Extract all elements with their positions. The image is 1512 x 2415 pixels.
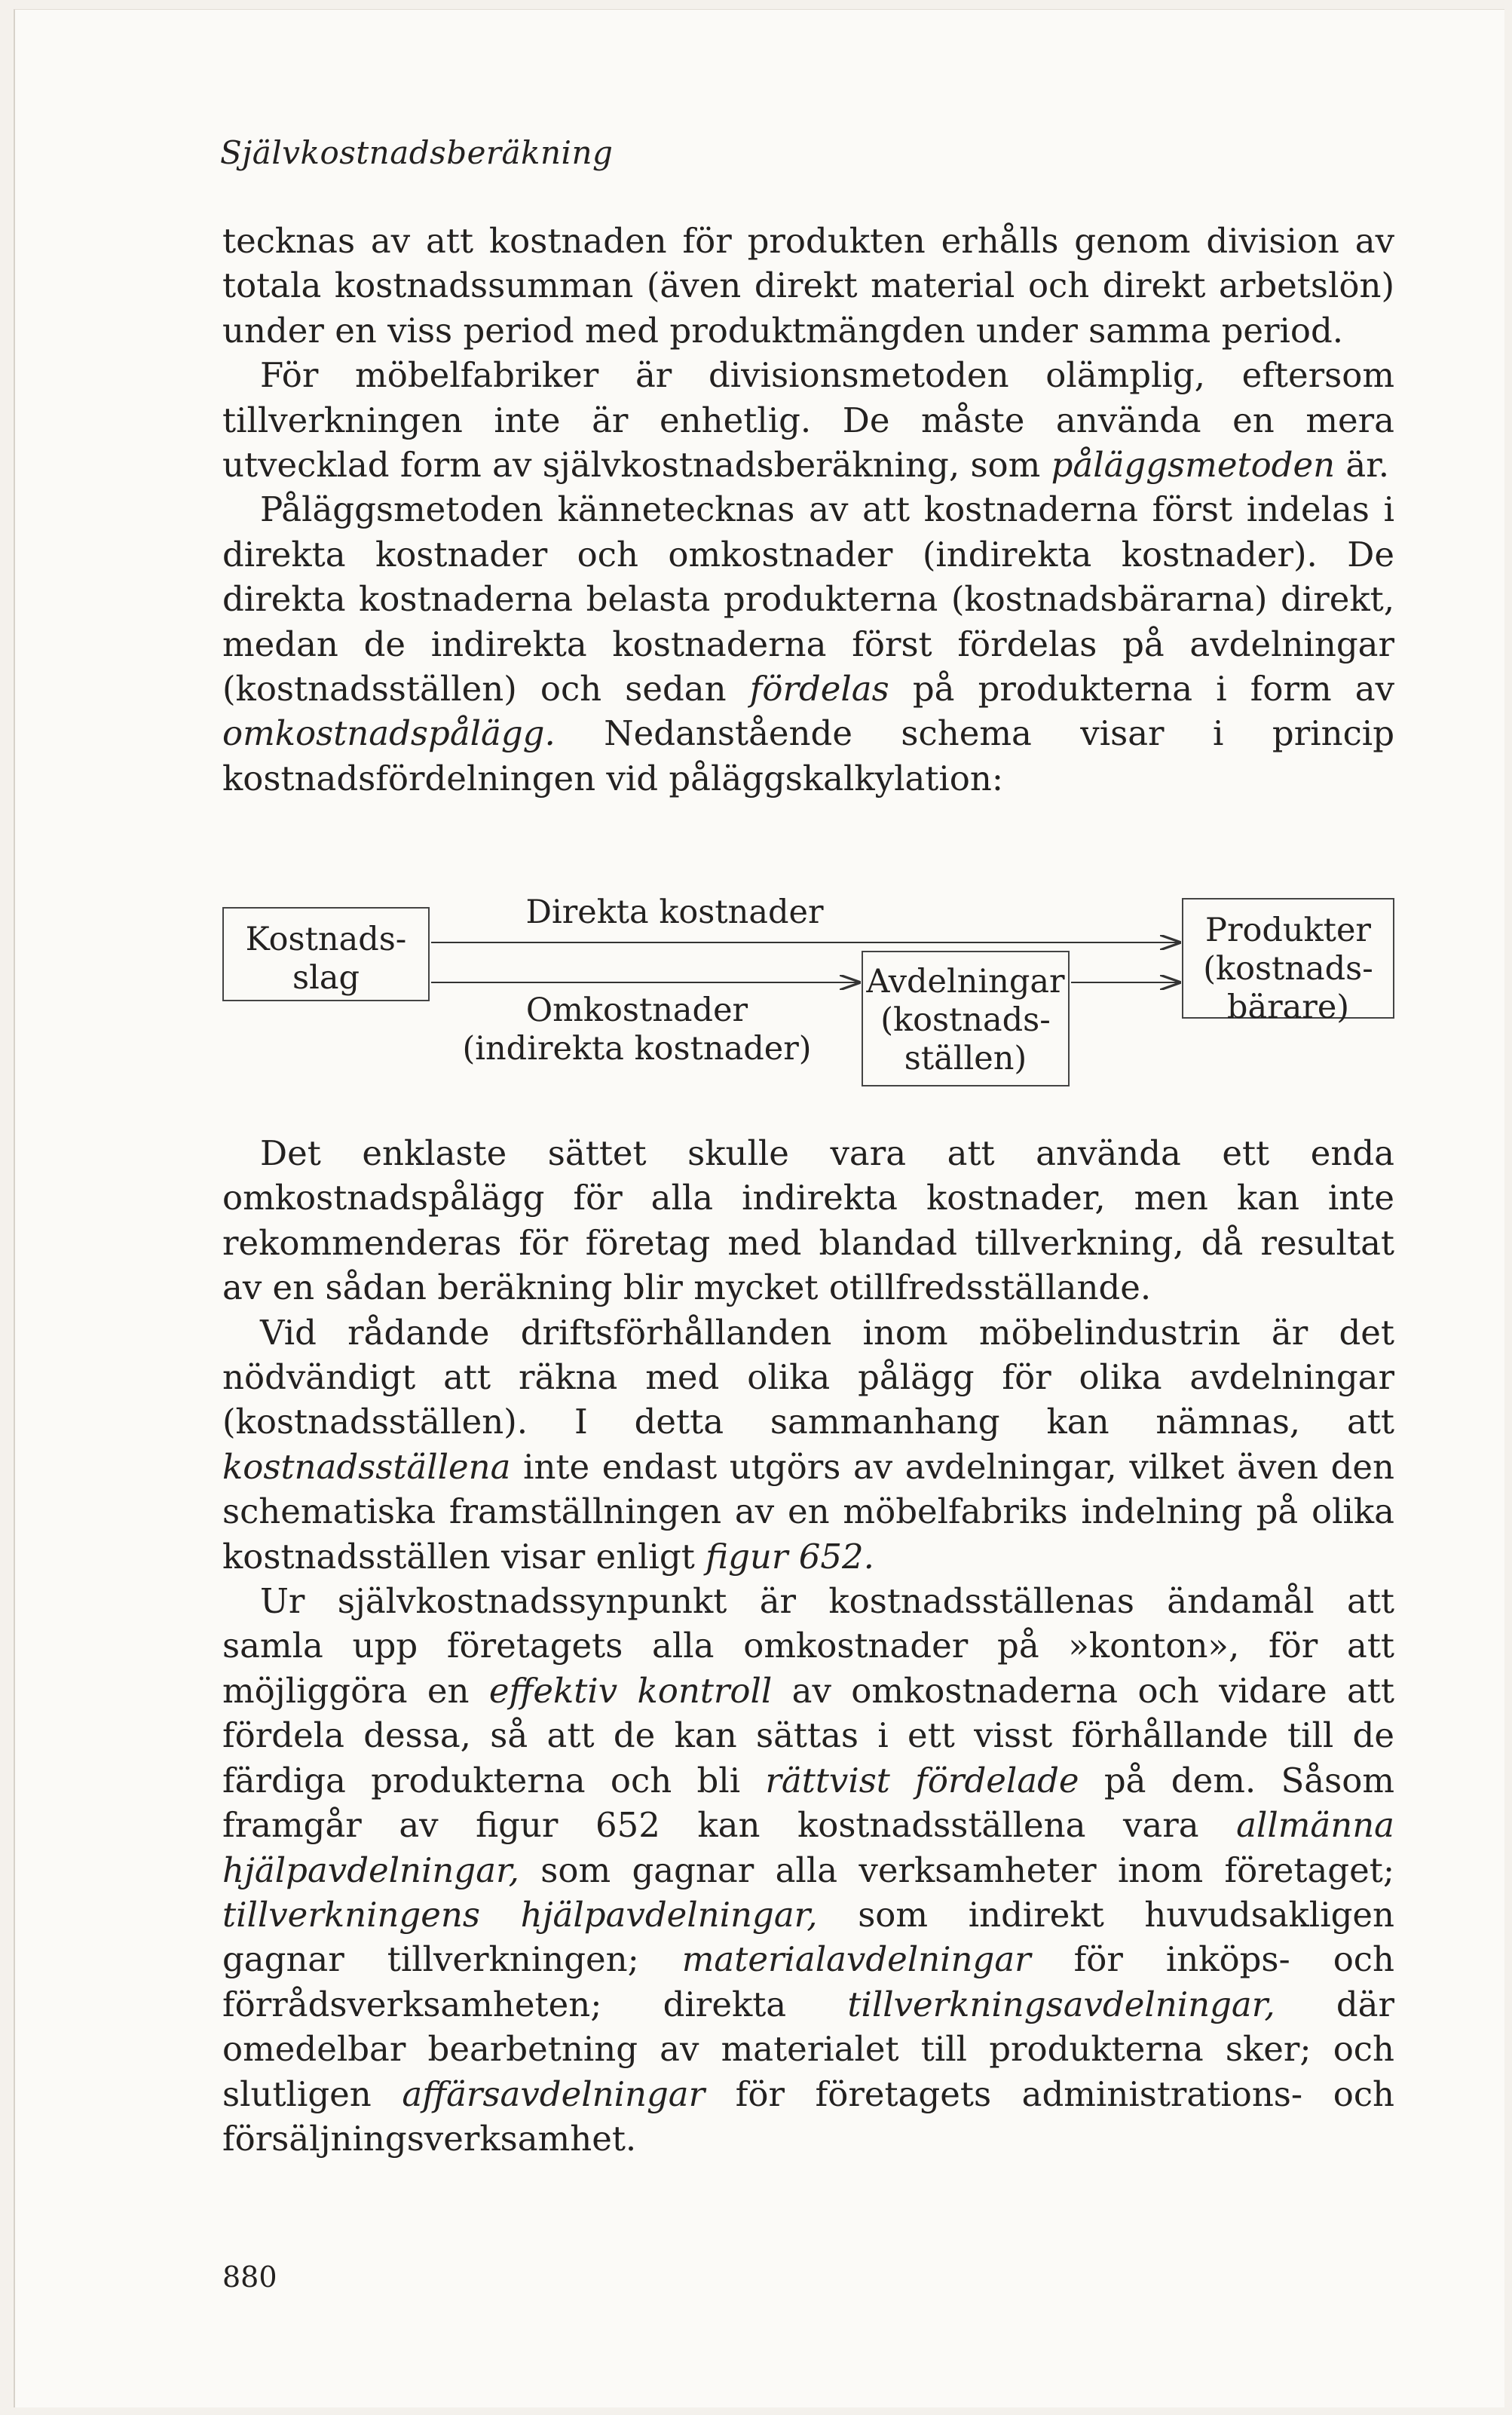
text-run: för inköps- och förrådsverksamheten; direkta [222,1939,1394,2024]
paragraph [222,353,1394,487]
emphasis-text: materialavdelningar [681,1939,1031,1980]
emphasis-text: fördelas [749,669,889,709]
box-departments: Avdelningar (kostnads- ställen) [862,951,1070,1086]
page-number: 880 [222,2260,277,2294]
text-run: Ur självkostnadssynpunkt är kostnadsställenas ändamål att samla upp företagets alla omkostnader på »konton», för att möjliggöra en [222,1581,1394,1711]
text-run: Det enklaste sättet skulle vara att använda ett enda omkostnadspålägg för alla indirekta kostnader, men kan inte rekommenderas för företag med blandad tillverkning, då resultat av en sådan beräkning blir mycket otillfredsställande. [222,1133,1394,1308]
text-run: är. [1335,445,1390,486]
paragraph [222,1131,1394,1310]
emphasis-text: effektiv kontroll [488,1670,773,1711]
text-run: tecknas av att kostnaden för produkten erhålls genom division av totala kostnadssumman (även direkt material och direkt arbetslön) under en viss period med produktmängden under samma period. [222,221,1394,351]
text-run: Vid rådande driftsförhållanden inom möbelindustrin är det nödvändigt att räkna med olika pålägg för olika avdelningar (kostnadsställen). I detta sammanhang kan nämnas, att [222,1312,1394,1442]
text-run: för företagets administrations- och försäljningsverksamhet. [222,2073,1395,2159]
emphasis-text: affärsavdelningar [402,2073,705,2114]
paragraph [222,1579,1394,2161]
label-overhead-costs: Omkostnader (indirekta kostnader) [462,991,812,1068]
emphasis-text: påläggsmetoden [1051,445,1336,486]
text-run: av omkostnaderna och vidare att fördela dessa, så att de kan sättas i ett visst förhållande till de färdiga produkterna och bli [222,1670,1394,1801]
emphasis-text: allmänna hjälpavdelningar, [222,1805,1394,1890]
text-run: som indirekt huvudsakligen gagnar tillverkningen; [222,1894,1394,1980]
box-cost-type: Kostnads- slag [222,907,430,1001]
text-run: Nedanstående schema visar i princip kostnadsfördelningen vid påläggskalkylation: [222,713,1394,798]
label-direct-costs: Direkta kostnader [525,893,824,931]
paragraph [222,487,1394,801]
body-text-bottom [222,1131,1394,2161]
running-header: Självkostnadsberäkning [220,134,614,171]
paragraph [222,219,1394,353]
emphasis-text: omkostnadspålägg. [222,713,556,754]
cost-distribution-diagram [222,893,1398,1108]
box-products: Produkter (kostnads- bärare) [1182,898,1394,1019]
text-run: där omedelbar bearbetning av materialet till produkterna sker; och slutligen [222,1984,1394,2114]
emphasis-text: rättvist fördelade [765,1760,1079,1801]
emphasis-text: tillverkningens hjälpavdelningar, [222,1894,818,1935]
emphasis-text: figur 652. [705,1536,874,1577]
text-run: För möbelfabriker är divisionsmetoden olämplig, eftersom tillverkningen inte är enhetlig. De måste använda en mera utvecklad form av självkostnadsberäkning, som [222,355,1394,486]
body-text-top [222,219,1394,801]
text-run: inte endast utgörs av avdelningar, vilket även den schematiska framställningen av en möbelfabriks indelning på olika kostnadsställen visar enligt [222,1446,1394,1577]
text-run: Påläggsmetoden kännetecknas av att kostnaderna först indelas i direkta kostnader och omkostnader (indirekta kostnader). De direkta kostnaderna belasta produkterna (kostnadsbärarna) direkt, medan de indirekta kostnaderna först fördelas på avdelningar (kostnadsställen) och sedan [222,489,1394,709]
text-run: på produkterna i form av [889,669,1394,709]
paragraph [222,1310,1394,1579]
text-run: på dem. Såsom framgår av figur 652 kan kostnadsställena vara [222,1760,1394,1846]
text-run: som gagnar alla verksamheter inom företaget; [519,1850,1394,1890]
emphasis-text: tillverkningsavdelningar, [847,1984,1275,2024]
emphasis-text: kostnadsställena [222,1446,511,1487]
